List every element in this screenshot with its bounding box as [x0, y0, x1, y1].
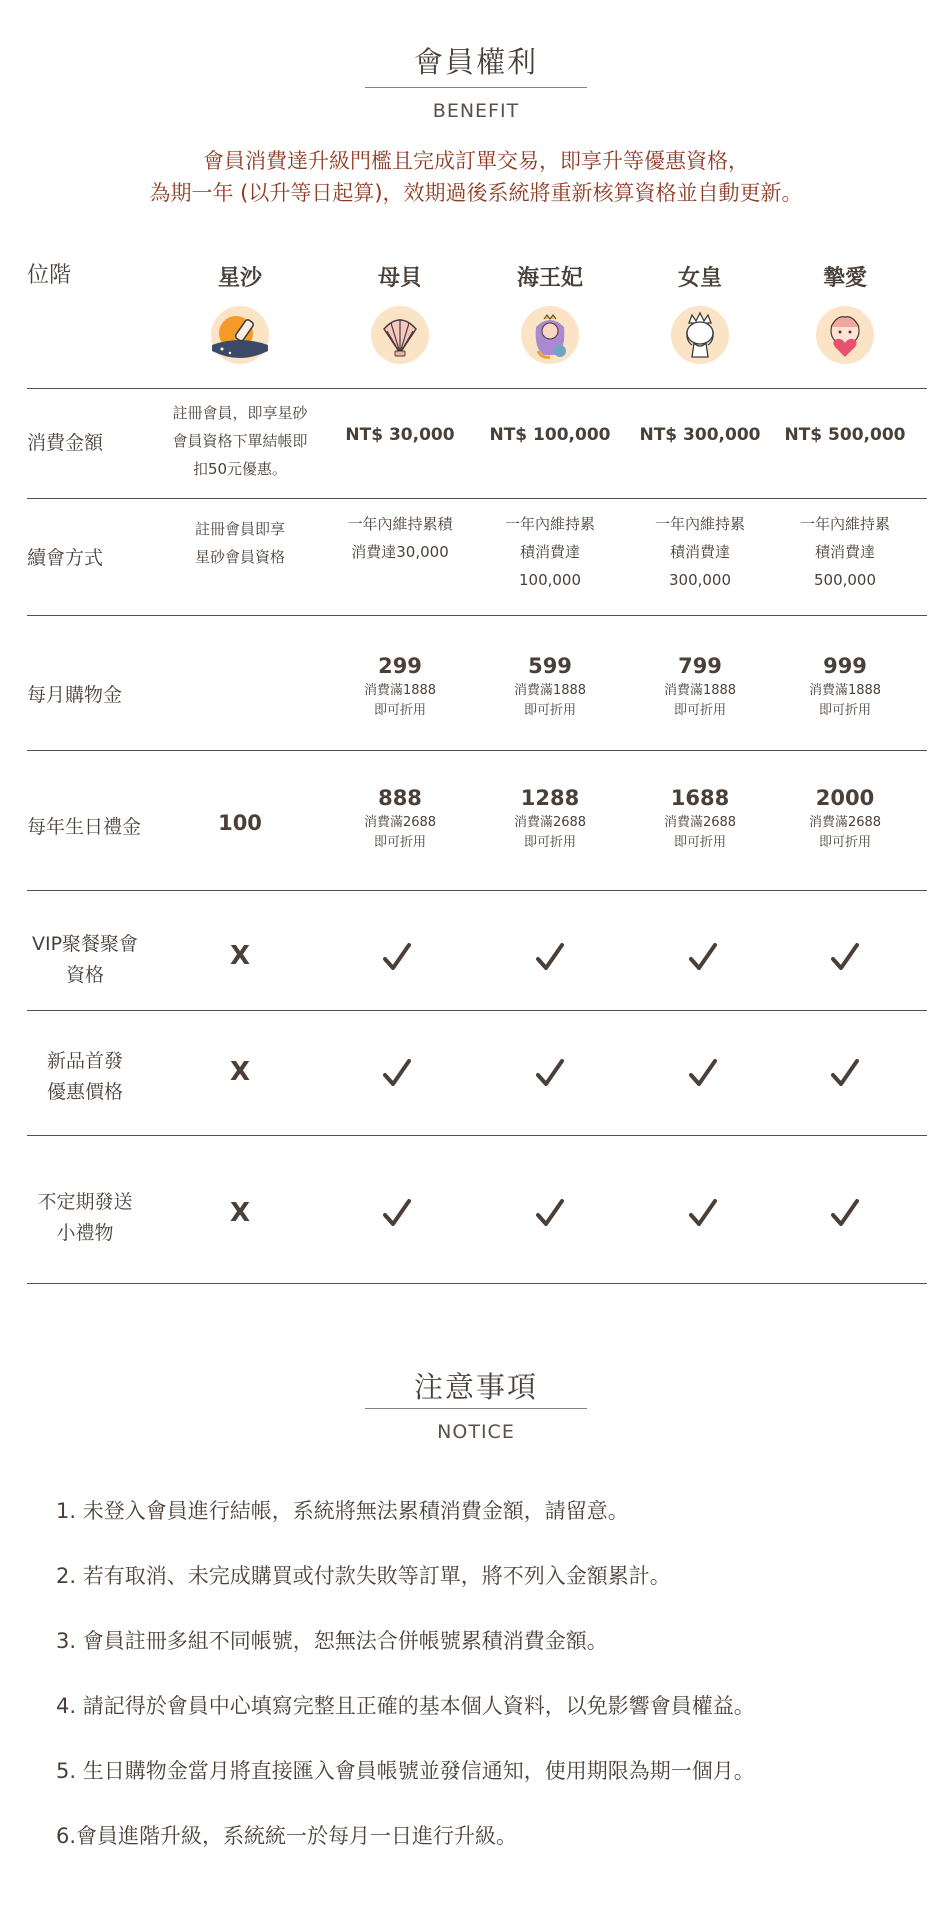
- newitem-seaprincess-check-icon: [535, 1058, 565, 1088]
- tier-name-starsand: 星沙: [217, 265, 262, 291]
- tier-name-mothershell: 母貝: [377, 265, 422, 291]
- mermaid-icon: [520, 305, 580, 365]
- row-divider: [27, 890, 927, 891]
- tier-name-queen: 女皇: [677, 265, 722, 291]
- monthly-seaprincess: 599 消費滿1888 即可折用: [513, 654, 587, 718]
- gift-queen-check-icon: [688, 1198, 718, 1228]
- row-label-vip: VIP聚餐聚會 資格: [31, 933, 139, 986]
- benefit-intro-line1: 會員消費達升級門檻且完成訂單交易，即享升等優惠資格，: [203, 149, 749, 173]
- monthly-mothershell: 299 消費滿1888 即可折用: [363, 654, 437, 718]
- notice-item-3: 3. 會員註冊多組不同帳號，恕無法合併帳號累積消費金額。: [56, 1629, 608, 1653]
- renew-beloved: 一年內維持累 積消費達 500,000: [799, 515, 890, 589]
- spend-starsand: 註冊會員，即享星砂 會員資格下單結帳即 扣50元優惠。: [172, 404, 308, 478]
- vip-starsand-no: X: [229, 941, 251, 971]
- newitem-beloved-check-icon: [830, 1058, 860, 1088]
- benefit-title-rule: [365, 87, 587, 88]
- row-label-gift: 不定期發送 小禮物: [37, 1191, 133, 1244]
- vip-seaprincess-check-icon: [535, 942, 565, 972]
- newitem-starsand-no: X: [229, 1057, 251, 1087]
- tier-name-beloved: 摯愛: [822, 265, 867, 291]
- row-label-newitem: 新品首發 優惠價格: [46, 1050, 123, 1103]
- monthly-queen: 799 消費滿1888 即可折用: [663, 654, 737, 718]
- queen-icon: [670, 305, 730, 365]
- cherub-heart-icon: [815, 305, 875, 365]
- shell-icon: [370, 305, 430, 365]
- row-label-birthday: 每年生日禮金: [27, 816, 142, 838]
- row-divider: [27, 498, 927, 499]
- row-divider: [27, 750, 927, 751]
- renew-queen: 一年內維持累 積消費達 300,000: [654, 515, 745, 589]
- notice-item-4: 4. 請記得於會員中心填寫完整且正確的基本個人資料，以免影響會員權益。: [56, 1694, 755, 1718]
- newitem-queen-check-icon: [688, 1058, 718, 1088]
- benefit-intro-line2: 為期一年 (以升等日起算)，效期過後系統將重新核算資格並自動更新。: [149, 181, 803, 205]
- notice-title: 注意事項: [413, 1370, 538, 1404]
- row-label-renew: 續會方式: [27, 547, 104, 569]
- tier-header-label: 位階: [27, 263, 72, 288]
- benefit-subtitle: BENEFIT: [432, 100, 520, 122]
- row-divider: [27, 1283, 927, 1284]
- gift-mothershell-check-icon: [382, 1198, 412, 1228]
- tier-name-seaprincess: 海王妃: [516, 265, 583, 291]
- row-divider: [27, 388, 927, 389]
- bottle-sunset-icon: [210, 305, 270, 365]
- row-divider: [27, 1010, 927, 1011]
- gift-starsand-no: X: [229, 1198, 251, 1228]
- renew-seaprincess: 一年內維持累 積消費達 100,000: [504, 515, 595, 589]
- notice-title-rule: [365, 1408, 587, 1409]
- notice-item-5: 5. 生日購物金當月將直接匯入會員帳號並發信通知，使用期限為期一個月。: [56, 1759, 755, 1783]
- spend-beloved: NT$ 500,000: [784, 425, 906, 445]
- spend-mothershell: NT$ 30,000: [345, 425, 455, 445]
- row-label-monthly: 每月購物金: [27, 684, 123, 706]
- renew-mothershell: 一年內維持累積 消費達30,000: [347, 515, 453, 561]
- birthday-beloved: 2000 消費滿2688 即可折用: [808, 786, 882, 850]
- notice-item-2: 2. 若有取消、未完成購買或付款失敗等訂單，將不列入金額累計。: [56, 1564, 671, 1588]
- birthday-seaprincess: 1288 消費滿2688 即可折用: [513, 786, 587, 850]
- gift-beloved-check-icon: [830, 1198, 860, 1228]
- gift-seaprincess-check-icon: [535, 1198, 565, 1228]
- benefit-title: 會員權利: [413, 45, 538, 79]
- spend-queen: NT$ 300,000: [639, 425, 761, 445]
- spend-seaprincess: NT$ 100,000: [489, 425, 611, 445]
- notice-subtitle: NOTICE: [437, 1421, 515, 1443]
- notice-item-6: 6.會員進階升級，系統統一於每月一日進行升級。: [56, 1824, 518, 1848]
- birthday-queen: 1688 消費滿2688 即可折用: [663, 786, 737, 850]
- renew-starsand: 註冊會員即享 星砂會員資格: [194, 520, 285, 566]
- row-divider: [27, 615, 927, 616]
- birthday-starsand: 100: [218, 811, 262, 835]
- row-divider: [27, 1135, 927, 1136]
- vip-queen-check-icon: [688, 942, 718, 972]
- row-label-spend: 消費金額: [27, 432, 104, 454]
- vip-mothershell-check-icon: [382, 942, 412, 972]
- notice-item-1: 1. 未登入會員進行結帳，系統將無法累積消費金額，請留意。: [56, 1499, 629, 1523]
- vip-beloved-check-icon: [830, 942, 860, 972]
- newitem-mothershell-check-icon: [382, 1058, 412, 1088]
- birthday-mothershell: 888 消費滿2688 即可折用: [363, 786, 437, 850]
- monthly-beloved: 999 消費滿1888 即可折用: [808, 654, 882, 718]
